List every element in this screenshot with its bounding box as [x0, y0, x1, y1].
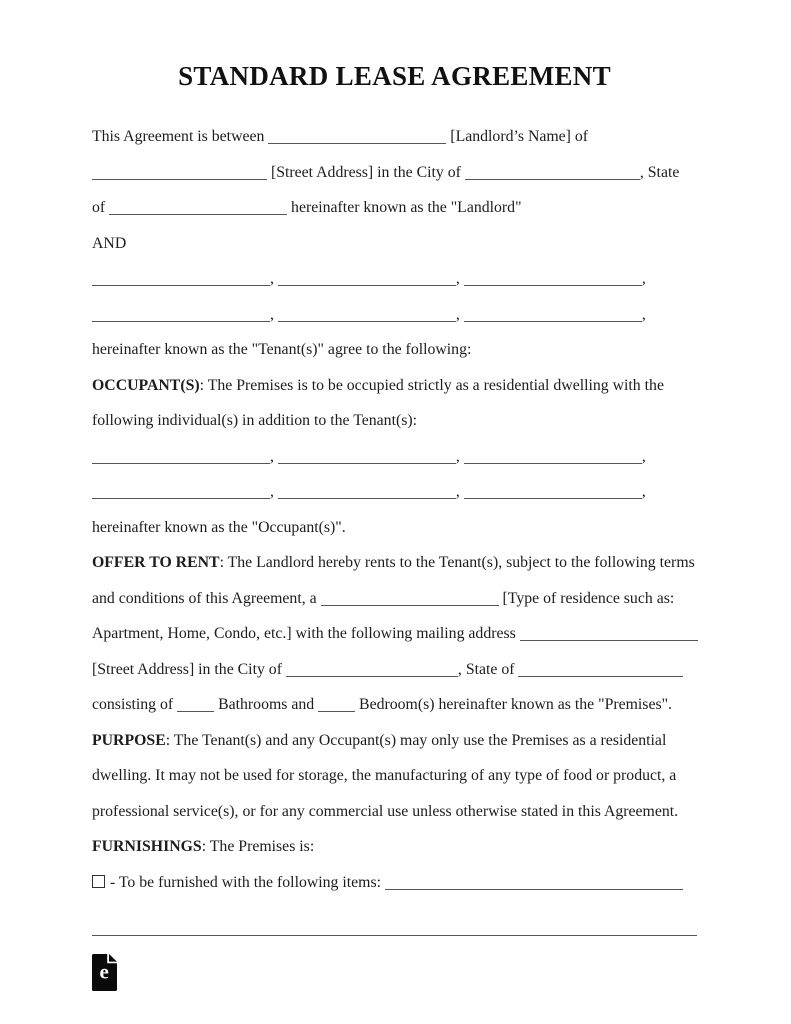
blank-field [464, 458, 642, 464]
text-run: , [641, 483, 646, 500]
blank-field [286, 671, 458, 677]
text-run: , [641, 305, 646, 323]
text-run: Apartment, Home, Condo, etc.] with the following mailing address [92, 625, 520, 642]
text-run: , State [639, 163, 680, 181]
blank-field [177, 706, 214, 712]
doc-line [92, 581, 697, 617]
text-run: Bathrooms and [214, 696, 319, 713]
blank-field [318, 706, 355, 712]
blank-field [92, 458, 270, 464]
text-run: dwelling. It may not be used for storage, the manufacturing of any type of food or product, a [92, 767, 677, 784]
blank-field [92, 493, 270, 499]
text-run: , [270, 447, 278, 465]
text-run: , [641, 270, 646, 287]
blank-field [278, 493, 456, 499]
text-run: , [270, 483, 278, 500]
doc-line [92, 474, 697, 510]
doc-line [92, 865, 697, 901]
text-run: [Landlord’s Name] of [446, 128, 589, 145]
text-run: following individual(s) in addition to the Tenant(s): [92, 412, 418, 429]
doc-line [92, 119, 697, 155]
text-run: hereinafter known as the "Occupant(s)". [92, 518, 346, 536]
blank-field [464, 493, 642, 499]
text-run: , [455, 305, 464, 323]
doc-line [92, 297, 697, 333]
blank-field [278, 458, 456, 464]
text-run: , [270, 305, 278, 323]
text-run: and conditions of this Agreement, a [92, 589, 321, 607]
doc-line [92, 439, 697, 475]
doc-line [92, 911, 697, 947]
doc-line [92, 829, 697, 865]
footer [92, 954, 697, 991]
doc-line [92, 794, 697, 830]
text-run: : The Premises is to be occupied strictly as a residential dwelling with the [199, 376, 664, 394]
blank-field [92, 316, 270, 322]
blank-field [92, 174, 267, 180]
doc-line [92, 226, 697, 262]
text-run: , State of [457, 660, 519, 678]
blank-field [278, 280, 456, 286]
text-run: hereinafter known as the "Landlord" [287, 199, 522, 216]
doc-line [92, 403, 697, 439]
text-run: , [641, 447, 646, 465]
blank-field [92, 280, 270, 286]
document-body [92, 119, 697, 947]
text-run: : The Premises is: [201, 838, 315, 855]
text-run: : The Tenant(s) and any Occupant(s) may only use the Premises as a residential [165, 731, 667, 749]
text-run: , [455, 483, 464, 500]
doc-line [92, 332, 697, 368]
checkbox-icon [92, 875, 105, 888]
doc-line [92, 723, 697, 759]
text-run: [Type of residence such as: [498, 589, 675, 607]
eforms-logo-icon [92, 954, 117, 991]
text-run: [Street Address] in the City of [267, 163, 465, 181]
text-run: hereinafter known as the "Tenant(s)" agree to the following: [92, 341, 472, 358]
text-run: [Street Address] in the City of [92, 660, 286, 678]
blank-field [268, 138, 446, 144]
blank-field [321, 600, 499, 606]
doc-line [92, 368, 697, 404]
document-title: STANDARD LEASE AGREEMENT [178, 61, 611, 91]
doc-line [92, 687, 697, 723]
blank-field [278, 316, 456, 322]
doc-line [92, 545, 697, 581]
blank-field [109, 209, 287, 215]
text-run: Bedroom(s) hereinafter known as the "Premises". [355, 696, 673, 713]
doc-line [92, 190, 697, 226]
section-heading: FURNISHINGS [92, 838, 202, 855]
text-run: , [455, 447, 464, 465]
section-heading: OFFER TO RENT [92, 554, 220, 571]
blank-field [385, 884, 683, 890]
blank-field [464, 280, 642, 286]
blank-field [520, 635, 698, 641]
text-run: - To be furnished with the following items: [106, 873, 385, 891]
doc-line [92, 261, 697, 297]
text-run: consisting of [92, 696, 178, 713]
text-run: AND [92, 234, 127, 252]
text-run: This Agreement is between [92, 128, 269, 145]
text-run: professional service(s), or for any commercial use unless otherwise stated in this Agreement. [92, 802, 679, 820]
text-run: : The Landlord hereby rents to the Tenant(s), subject to the following terms [219, 554, 695, 571]
text-run: , [455, 270, 464, 287]
blank-field [465, 174, 640, 180]
text-run: , [270, 270, 278, 287]
doc-line [92, 758, 697, 794]
section-heading: OCCUPANT(S) [92, 376, 200, 394]
blank-field [92, 930, 697, 936]
doc-line [92, 616, 697, 652]
blank-field [518, 671, 683, 677]
section-heading: PURPOSE [92, 731, 166, 749]
blank-field [464, 316, 642, 322]
text-run: of [92, 199, 110, 216]
logo-letter: e [99, 959, 109, 983]
doc-line [92, 155, 697, 191]
doc-line [92, 652, 697, 688]
doc-line [92, 510, 697, 546]
